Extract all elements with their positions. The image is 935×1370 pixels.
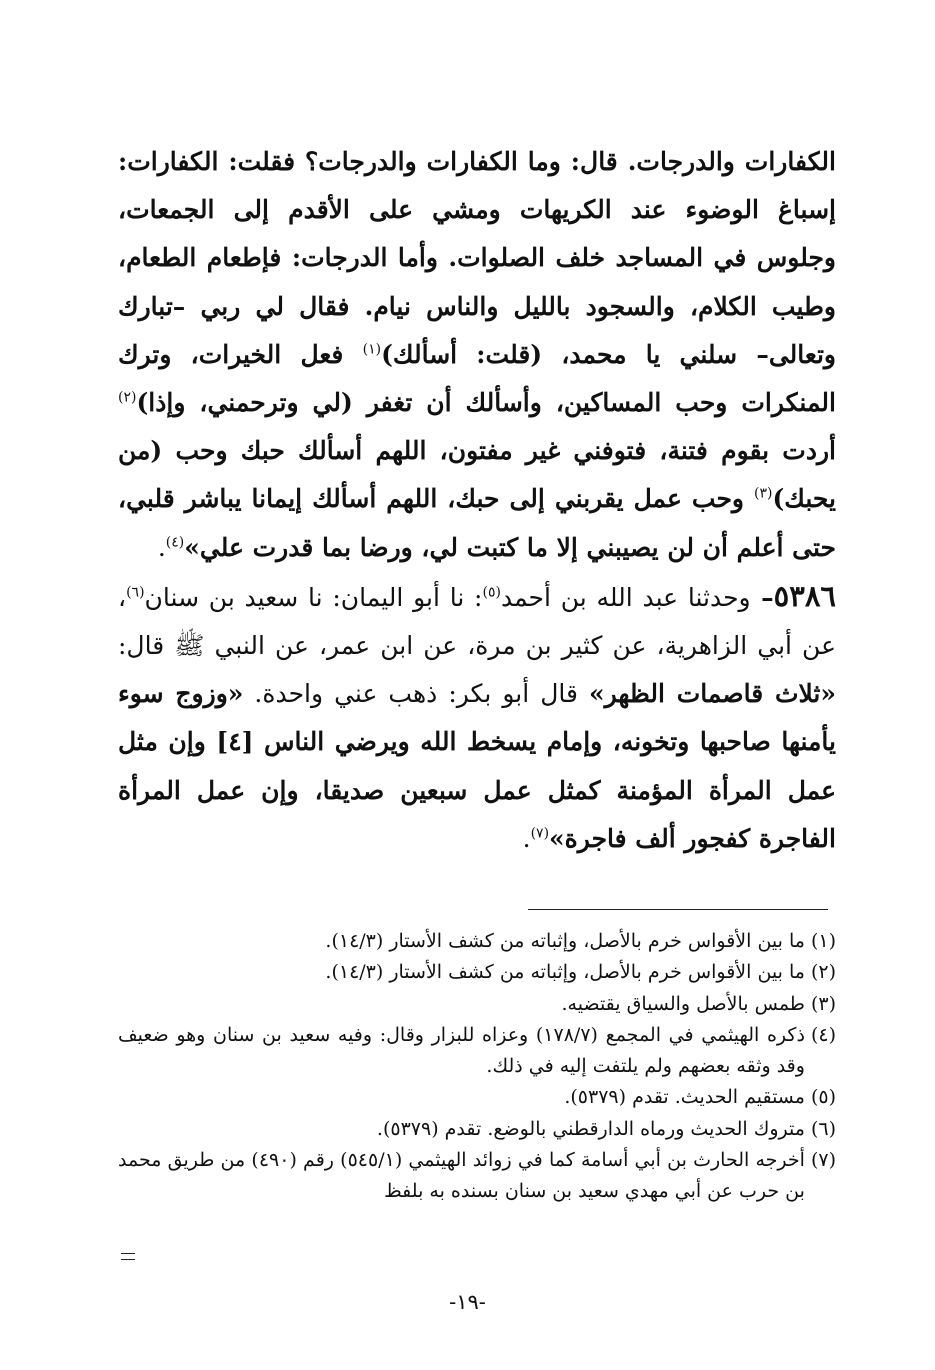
footnote-text: أخرجه الحارث بن أبي أسامة كما في زوائد الهيثمي (٥٤٥/١) رقم (٤٩٠) من طريق محمد بن حرب عن أبي مهدي سعيد بن سنان بسنده به بلفظ xyxy=(118,1149,805,1203)
footnote-ref-2[interactable]: (٢) xyxy=(118,389,137,406)
footnote-4 xyxy=(118,1020,836,1083)
footnote-separator xyxy=(528,909,828,910)
footnote-text: ما بين الأقواس خرم بالأصل، وإثباته من كشف الأستار (١٤/٣). xyxy=(325,930,805,952)
footnote-number: (١) xyxy=(810,930,836,952)
para2-bold2: «وزوج سوء يأمنها صاحبها وتخونه، وإمام يسخط الله ويرضي الناس [٤] وإن مثل عمل المرأة المؤمنة كمثل عمل سبعين صديقا، وإن عمل المرأة الفاجرة كفجور ألف فاجرة» xyxy=(118,679,837,853)
paragraph-hadith-5385-end xyxy=(118,138,836,572)
footnote-text: ما بين الأقواس خرم بالأصل، وإثباته من كشف الأستار (١٤/٣). xyxy=(325,961,805,984)
para2-mid3: قال أبو بكر: ذهب عني واحدة. xyxy=(243,679,589,709)
hadith-number-dash: – xyxy=(750,582,774,612)
para1-lead: الكفارات والدرجات. قال: وما الكفارات والدرجات؟ فقلت: الكفارات: إسباغ الوضوء عند الكريهات ومشي على الأقدم إلى الجمعات، وجلوس في المساجد خلف الصلوات. وأما الدرجات: فإطعام الطعام، وطيب الكلام، والسجود بالليل والناس نيام. فقال لي ربي –تبارك وتعالى– سلني يا محمد، (قلت: أسألك) xyxy=(118,147,836,369)
paragraph-hadith-5386 xyxy=(118,572,836,863)
footnote-ref-7[interactable]: (٧) xyxy=(530,825,550,842)
footnote-2 xyxy=(118,957,836,988)
hadith-number: ٥٣٨٦ xyxy=(773,578,836,613)
footnote-number: (٦) xyxy=(810,1117,836,1140)
footnote-1 xyxy=(118,926,836,957)
footnote-number: (٥) xyxy=(810,1086,836,1109)
para1-mid3: وحب عمل يقربني إلى حبك، اللهم أسألك إيمانا يباشر قلبي، حتى أعلم أن لن يصيبني إلا ما كتبت لي، ورضا بما قدرت علي» xyxy=(118,484,836,562)
footnote-text: ذكره الهيثمي في المجمع (١٧٨/٧) وعزاه للبزار وقال: وفيه سعيد بن سنان وهو ضعيف وقد وثقه بعضهم ولم يلتفت إليه في ذلك. xyxy=(118,1023,805,1078)
footnote-text: طمس بالأصل والسياق يقتضيه. xyxy=(561,992,805,1015)
footnote-ref-4[interactable]: (٤) xyxy=(165,534,185,551)
footnote-3 xyxy=(118,989,836,1020)
main-text xyxy=(118,138,836,863)
para2-bold1: «ثلاث قاصمات الظهر» xyxy=(588,679,836,709)
para1-mid1: فعل الخيرات، وترك المنكرات وحب المساكين، وأسألك أن تغفر (لي وترحمني، وإذا) xyxy=(118,339,836,418)
footnote-ref-6[interactable]: (٦) xyxy=(126,584,145,601)
page-number: -١٩- xyxy=(449,1290,486,1314)
para2-lead: وحدثنا عبد الله بن أحمد xyxy=(500,582,751,612)
footnote-number: (٢) xyxy=(810,961,836,984)
footnote-ref-3[interactable]: (٣) xyxy=(753,486,773,503)
para2-mid2: ، عن أبي الزاهرية، عن كثير بن مرة، عن ابن عمر، عن النبي ﷺ قال: xyxy=(118,582,836,661)
footnote-number: (٣) xyxy=(810,992,836,1015)
footnote-6 xyxy=(118,1114,836,1145)
footnote-number: (٧) xyxy=(810,1149,836,1172)
para1-mid2: أردت بقوم فتنة، فتوفني غير مفتون، اللهم أسألك حبك وحب (من يحبك) xyxy=(118,436,836,514)
footnote-5 xyxy=(118,1082,836,1113)
para1-end: . xyxy=(157,532,166,562)
footnote-7 xyxy=(118,1145,836,1208)
footnote-text: متروك الحديث ورماه الدارقطني بالوضع. تقدم (٥٣٧٩). xyxy=(376,1117,805,1140)
footnotes xyxy=(118,926,836,1208)
footnote-ref-5[interactable]: (٥) xyxy=(482,584,501,601)
para2-mid1: : نا أبو اليمان: نا سعيد بن سنان xyxy=(144,582,483,612)
continuation-mark xyxy=(121,1253,135,1260)
footnote-number: (٤) xyxy=(810,1023,836,1046)
footnote-ref-1[interactable]: (١) xyxy=(362,341,382,358)
para2-end: . xyxy=(522,823,531,853)
footnote-text: مستقيم الحديث. تقدم (٥٣٧٩). xyxy=(564,1086,805,1109)
